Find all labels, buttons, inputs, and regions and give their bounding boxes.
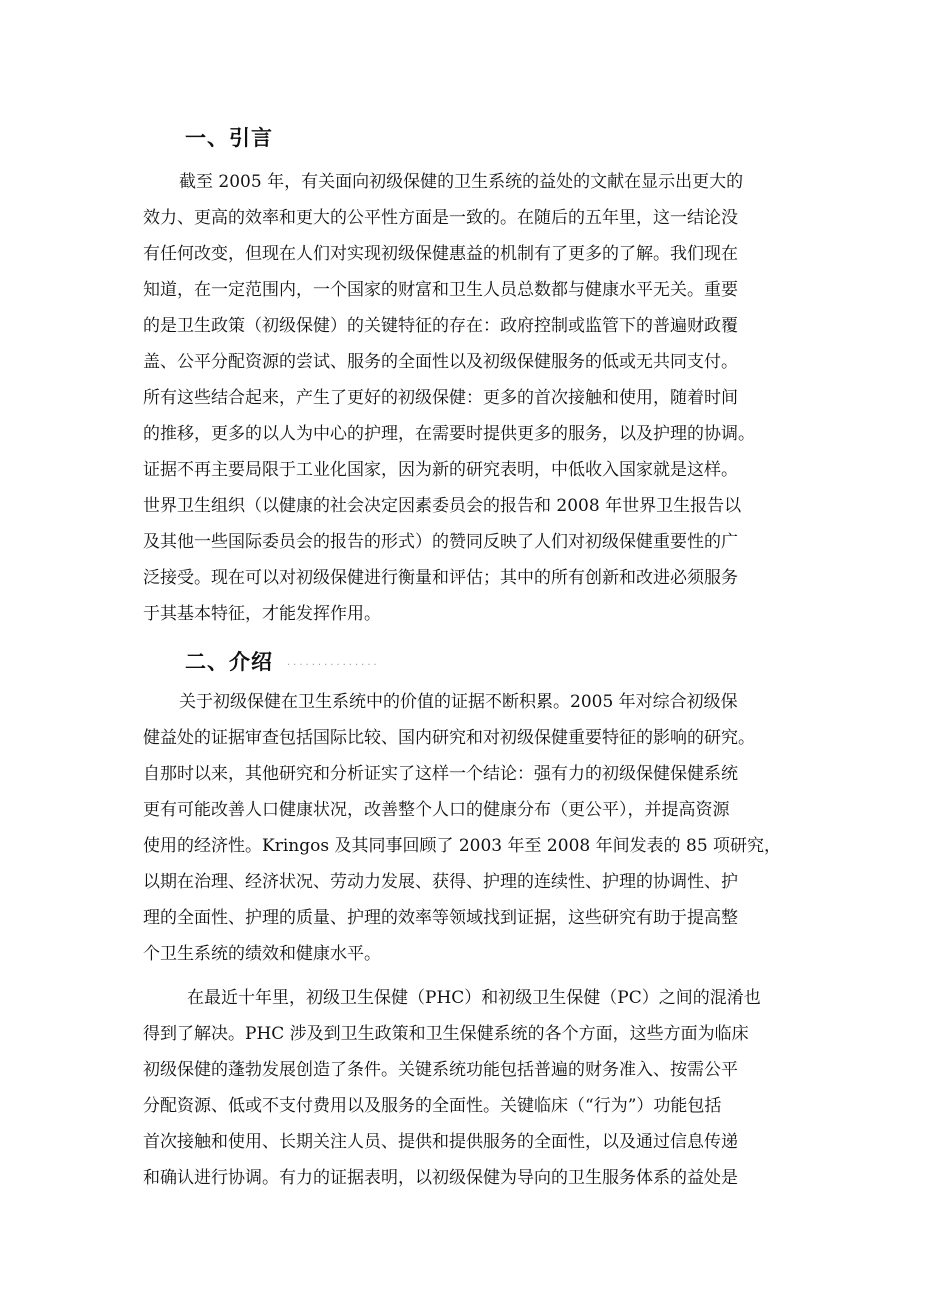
paragraph-line: 个卫生系统的绩效和健康水平。 xyxy=(143,944,381,964)
paragraph-line: 在最近十年里，初级卫生保健（PHC）和初级卫生保健（PC）之间的混淆也 xyxy=(187,988,761,1008)
paragraph-line: 截至 2005 年，有关面向初级保健的卫生系统的益处的文献在显示出更大的 xyxy=(179,172,744,192)
paragraph-line: 盖、公平分配资源的尝试、服务的全面性以及初级保健服务的低或无共同支付。 xyxy=(143,352,738,372)
paragraph-line: 首次接触和使用、长期关注人员、提供和提供服务的全面性，以及通过信息传递 xyxy=(143,1132,738,1152)
paragraph-line: 知道，在一定范围内，一个国家的财富和卫生人员总数都与健康水平无关。重要 xyxy=(143,280,738,300)
section-heading-background xyxy=(185,647,380,678)
paragraph-line: 关于初级保健在卫生系统中的价值的证据不断积累。2005 年对综合初级保 xyxy=(179,692,738,712)
paragraph-line: 和确认进行协调。有力的证据表明，以初级保健为导向的卫生服务体系的益处是 xyxy=(143,1168,738,1188)
section-heading-text: 二、介绍 xyxy=(185,650,273,674)
section-heading-introduction xyxy=(185,123,273,153)
paragraph-line: 世界卫生组织（以健康的社会决定因素委员会的报告和 2008 年世界卫生报告以 xyxy=(143,496,742,516)
paragraph-line: 所有这些结合起来，产生了更好的初级保健：更多的首次接触和使用，随着时间 xyxy=(143,388,738,408)
section-heading-text: 一、引言 xyxy=(185,126,273,150)
paragraph-line: 的是卫生政策（初级保健）的关键特征的存在：政府控制或监管下的普遍财政覆 xyxy=(143,316,738,336)
heading-dot-leader: ............... xyxy=(287,657,380,668)
paragraph-line: 证据不再主要局限于工业化国家，因为新的研究表明，中低收入国家就是这样。 xyxy=(143,460,738,480)
paragraph-line: 自那时以来，其他研究和分析证实了这样一个结论：强有力的初级保健保健系统 xyxy=(143,764,738,784)
paragraph-line: 以期在治理、经济状况、劳动力发展、获得、护理的连续性、护理的协调性、护 xyxy=(143,872,738,892)
paragraph-line: 分配资源、低或不支付费用以及服务的全面性。关键临床（“行为”）功能包括 xyxy=(143,1096,722,1116)
paragraph-line: 得到了解决。PHC 涉及到卫生政策和卫生保健系统的各个方面，这些方面为临床 xyxy=(143,1024,749,1044)
paragraph-line: 效力、更高的效率和更大的公平性方面是一致的。在随后的五年里，这一结论没 xyxy=(143,208,738,228)
paragraph-line: 更有可能改善人口健康状况，改善整个人口的健康分布（更公平），并提高资源 xyxy=(143,800,730,820)
paragraph-line: 有任何改变，但现在人们对实现初级保健惠益的机制有了更多的了解。我们现在 xyxy=(143,244,738,264)
paragraph-line: 的推移，更多的以人为中心的护理，在需要时提供更多的服务，以及护理的协调。 xyxy=(143,424,755,444)
paragraph-line: 健益处的证据审查包括国际比较、国内研究和对初级保健重要特征的影响的研究。 xyxy=(143,728,755,748)
paragraph-line: 及其他一些国际委员会的报告的形式）的赞同反映了人们对初级保健重要性的广 xyxy=(143,532,738,552)
paragraph-line: 使用的经济性。Kringos 及其同事回顾了 2003 年至 2008 年间发表的 85 项研究， xyxy=(143,836,782,856)
paragraph-line: 于其基本特征，才能发挥作用。 xyxy=(143,604,381,624)
paragraph-line: 初级保健的蓬勃发展创造了条件。关键系统功能包括普遍的财务准入、按需公平 xyxy=(143,1060,738,1080)
paragraph-line: 理的全面性、护理的质量、护理的效率等领域找到证据，这些研究有助于提高整 xyxy=(143,908,738,928)
paragraph-line: 泛接受。现在可以对初级保健进行衡量和评估；其中的所有创新和改进必须服务 xyxy=(143,568,738,588)
